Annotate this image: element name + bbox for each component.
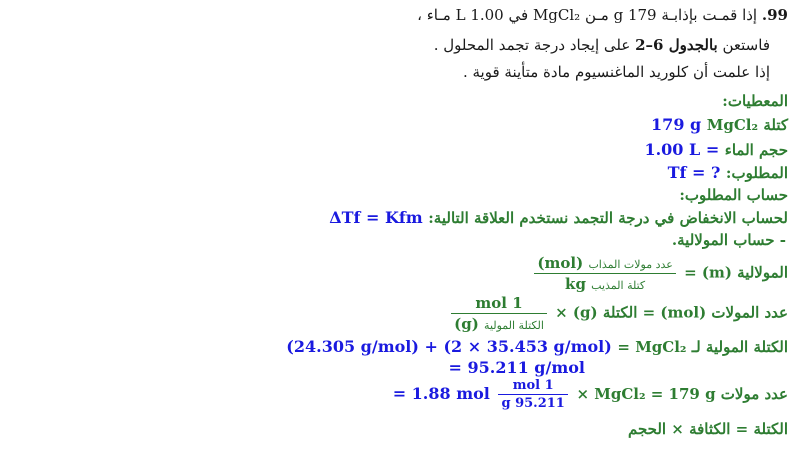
moles-calc-label: عدد مولات MgCl₂ = 179 g × <box>576 385 788 403</box>
molality-den-label: كتلة المذيب <box>591 279 646 292</box>
moles-label: عدد المولات (mol) = الكتلة (g) × <box>555 303 788 322</box>
molality-label: المولالية (m) = <box>684 263 788 282</box>
problem-text-2a: فاستعن <box>717 36 770 54</box>
problem-line-3 <box>8 63 770 81</box>
problem-text-2c: على إيجاد درجة تجمد المحلول . <box>433 36 636 54</box>
mass-value: 179 g <box>651 115 702 134</box>
required <box>8 163 788 182</box>
calc-heading: حساب المطلوب: <box>679 186 788 204</box>
volume-value: 1.00 L <box>644 140 701 159</box>
molar-mass-result-text: = 95.211 g/mol <box>448 358 585 377</box>
relation-text: لحساب الانخفاض في درجة التجمد نستخدم العلاقة التالية: <box>428 209 788 227</box>
moles-num: 1 mol <box>451 294 547 314</box>
molality-num-unit: (mol) <box>537 254 584 272</box>
relation-line <box>8 208 788 227</box>
relation-formula: ΔTf = Kfm <box>329 208 423 227</box>
molar-mass-label: الكتلة المولية لـ MgCl₂ = <box>617 338 788 356</box>
volume-label: حجم الماء <box>724 141 788 159</box>
problem-text-2b: بالجدول 6–2 <box>635 36 718 54</box>
moles-den-unit: (g) <box>454 315 479 333</box>
moles-calc-num: 1 mol <box>498 378 567 395</box>
molality-fraction <box>534 254 675 293</box>
givens-heading: المعطيات: <box>722 92 788 110</box>
moles-formula <box>8 294 788 333</box>
molar-mass-result <box>8 358 585 377</box>
volume-given: حجم الماء = 1.00 L <box>644 140 788 159</box>
molar-mass-line <box>8 337 788 356</box>
mass-label: كتلة MgCl₂ <box>706 116 788 134</box>
required-label: المطلوب: <box>725 164 788 182</box>
molality-den-unit: kg <box>565 275 586 293</box>
moles-calc-den: 95.211 g <box>501 396 565 411</box>
problem-line-1 <box>8 6 788 24</box>
problem-text-1: إذا قمـت بإذابـة 179 g مـن MgCl₂ في 1.00 L مـاء ، <box>417 6 758 24</box>
mass-given <box>8 115 788 134</box>
molality-num-label: عدد مولات المذاب <box>588 258 673 271</box>
moles-den-label: الكتلة المولية <box>484 319 544 332</box>
moles-fraction <box>451 294 547 333</box>
problem-number: 99. <box>761 6 788 24</box>
required-value: Tf = ? <box>667 163 721 182</box>
moles-calc-fraction <box>498 378 567 411</box>
problem-line-2 <box>8 36 770 54</box>
molar-mass-expr: (24.305 g/mol) + (2 × 35.453 g/mol) <box>286 337 612 356</box>
mass-formula: الكتلة = الكثافة × الحجم <box>628 420 788 438</box>
problem-text-3: إذا علمت أن كلوريد الماغنسيوم مادة متأينة قوية . <box>462 63 770 81</box>
molality-formula <box>8 254 788 293</box>
moles-calc-result: = 1.88 mol <box>392 384 490 403</box>
molality-subheading: - حساب المولالية. <box>671 231 786 249</box>
moles-calc-line <box>8 378 788 411</box>
